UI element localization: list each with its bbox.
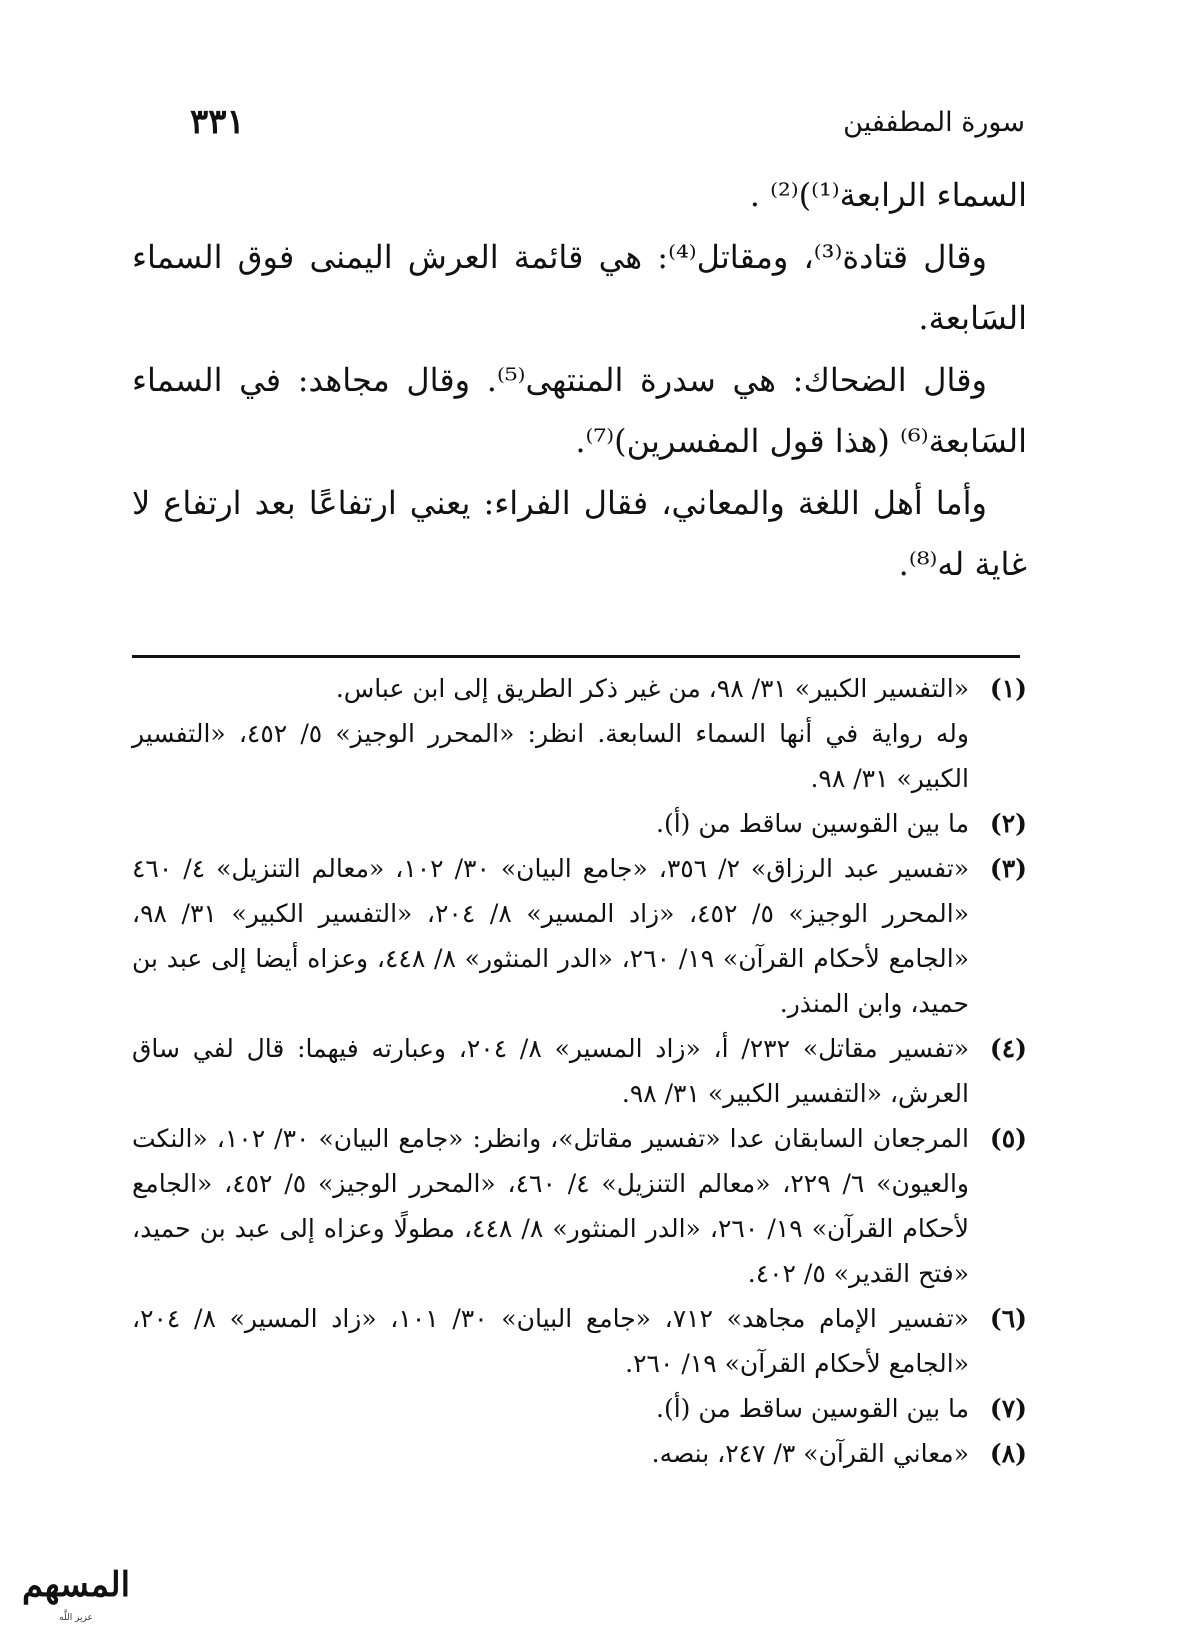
footnote-1 (132, 666, 1027, 711)
footnote-separator (132, 655, 1020, 658)
footnote-7 (132, 1386, 1027, 1431)
footnote-number: (٦) (989, 1304, 1027, 1333)
main-paragraph-1: السماء الرابعة⁽¹⁾)⁽²⁾ . (749, 176, 1027, 214)
main-paragraph-4: وأما أهل اللغة والمعاني، فقال الفراء: يعني ارتفاعًا بعد ارتفاع لا غاية له⁽⁸⁾. (132, 483, 1027, 583)
footnote-text: «تفسير مقاتل» ٢٣٢/ أ، «زاد المسير» ٨/ ٢٠٤، وعبارته فيهما: قال لفي ساق العرش، «التفسير الكبير» ٣١/ ٩٨. (132, 1034, 969, 1108)
footnote-3 (132, 846, 1027, 1026)
footnote-text: «تفسير عبد الرزاق» ٢/ ٣٥٦، «جامع البيان» ٣٠/ ١٠٢، «معالم التنزيل» ٤/ ٤٦٠ «المحرر الوجيز» ٥/ ٤٥٢، «زاد المسير» ٨/ ٢٠٤، «التفسير الكبير» ٣١/ ٩٨، «الجامع لأحكام القرآن» ١٩/ ٢٦٠، «الدر المنثور» ٨/ ٤٤٨، وعزاه أيضا إلى عبد بن حميد، وابن المنذر. (132, 854, 970, 1018)
footnote-number: (٥) (989, 1124, 1027, 1153)
surah-title: سورة المطففين (843, 106, 1025, 138)
footnote-text: «معاني القرآن» ٣/ ٢٤٧، بنصه. (651, 1439, 969, 1468)
footnote-text: «تفسير الإمام مجاهد» ٧١٢، «جامع البيان» ٣٠/ ١٠١، «زاد المسير» ٨/ ٢٠٤، «الجامع لأحكام القرآن» ١٩/ ٢٦٠. (132, 1304, 969, 1378)
footnote-4 (132, 1026, 1027, 1116)
main-paragraph-3: وقال الضحاك: هي سدرة المنتهى⁽⁵⁾. وقال مجاهد: في السماء السَابعة⁽⁶⁾ (هذا قول المفسرين)⁽⁷⁾. (132, 360, 1027, 460)
footnote-text: وله رواية في أنها السماء السابعة. انظر: «المحرر الوجيز» ٥/ ٤٥٢، «التفسير الكبير» ٣١/ ٩٨. (132, 719, 970, 793)
footnote-number: (٧) (989, 1394, 1027, 1423)
footnote-8 (132, 1431, 1027, 1476)
footnote-number: (٤) (989, 1034, 1027, 1063)
footnote-number: (٨) (989, 1439, 1027, 1468)
footnote-text: المرجعان السابقان عدا «تفسير مقاتل»، وانظر: «جامع البيان» ٣٠/ ١٠٢، «النكت والعيون» ٦/ ٢٢٩، «معالم التنزيل» ٤/ ٤٦٠، «المحرر الوجيز» ٥/ ٤٥٢، «الجامع لأحكام القرآن» ١٩/ ٢٦٠، «الدر المنثور» ٨/ ٤٤٨، مطولًا وعزاه إلى عبد بن حميد، «فتح القدير» ٥/ ٤٠٢. (132, 1124, 969, 1288)
main-text (132, 165, 1027, 596)
footnote-number: (١) (989, 674, 1027, 703)
main-paragraph-2: وقال قتادة⁽³⁾، ومقاتل⁽⁴⁾: هي قائمة العرش اليمنى فوق السماء السَابعة. (132, 237, 1027, 337)
footnote-text: ما بين القوسين ساقط من (أ). (656, 809, 969, 838)
footnote-2 (132, 801, 1027, 846)
footnote-number: (٣) (989, 854, 1027, 883)
footnote-1-continued (132, 711, 1027, 801)
publisher-logo (14, 1563, 138, 1629)
footnote-6 (132, 1296, 1027, 1386)
footnote-text: «التفسير الكبير» ٣١/ ٩٨، من غير ذكر الطريق إلى ابن عباس. (335, 674, 969, 703)
footnote-text: ما بين القوسين ساقط من (أ). (656, 1394, 969, 1423)
footnote-number: (٢) (989, 809, 1027, 838)
logo-subtext: عزيز اللَّه (59, 1613, 93, 1623)
logo-calligraphy: المسهم (21, 1565, 131, 1605)
footnote-5 (132, 1116, 1027, 1296)
page-number: ٣٣١ (190, 102, 245, 142)
page-header (190, 92, 1025, 152)
footnotes (132, 666, 1027, 1476)
